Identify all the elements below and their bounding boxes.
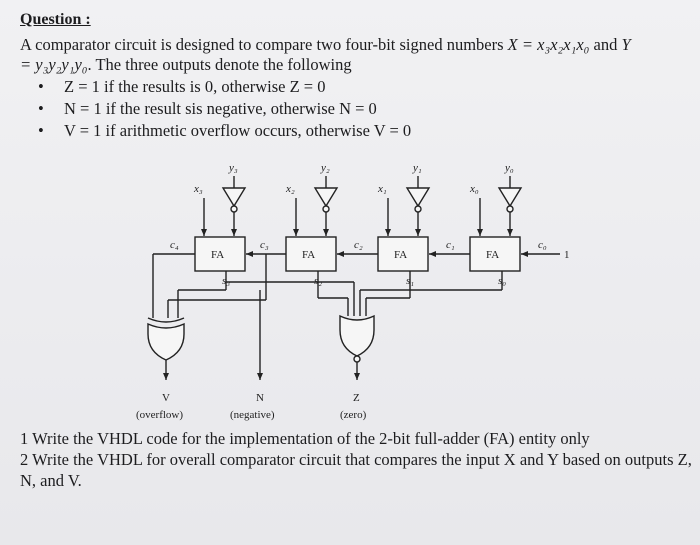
label-s3: s₃ <box>222 275 231 287</box>
label-x3: x₃ <box>194 183 203 195</box>
label-s1: s₁ <box>406 275 415 287</box>
label-c3: c₃ <box>260 239 269 251</box>
condition-v: • V = 1 if arithmetic overflow occurs, otherwise V = 0 <box>32 120 411 142</box>
output-z-label: Z <box>353 392 360 404</box>
output-z-caption: (zero) <box>340 409 367 421</box>
output-n-caption: (negative) <box>230 409 275 421</box>
intro-x-expr: X = x₃x₂x₁x₀ <box>507 35 590 54</box>
label-c4: c₄ <box>170 239 179 251</box>
intro-and: and <box>589 35 622 54</box>
fa-block-2: FA <box>302 249 316 261</box>
output-v-label: V <box>162 392 170 404</box>
intro-text-1: A comparator circuit is designed to compare two four-bit signed numbers <box>20 35 508 54</box>
task-1: 1 Write the VHDL code for the implementation of the 2-bit full-adder (FA) entity only <box>20 429 590 448</box>
label-x1: x₁ <box>378 183 387 195</box>
label-y3: y₃ <box>229 162 238 174</box>
label-x0: x₀ <box>470 183 479 195</box>
label-y1: y₁ <box>413 162 422 174</box>
condition-n: • N = 1 if the result sis negative, otherwise N = 0 <box>32 98 411 120</box>
question-intro <box>20 35 692 75</box>
label-y2: y₂ <box>321 162 330 174</box>
label-s2: s₂ <box>314 275 323 287</box>
question-heading: Question : <box>20 11 91 28</box>
output-conditions-list <box>32 76 411 142</box>
output-n-label: N <box>256 392 264 404</box>
label-x2: x₂ <box>286 183 295 195</box>
comparator-circuit-diagram <box>130 158 580 426</box>
fa-block-3: FA <box>211 249 225 261</box>
fa-block-0: FA <box>486 249 500 261</box>
carry-in-value: 1 <box>564 249 570 261</box>
intro-y-expr: = y₃y₂y₁y₀ <box>20 55 88 74</box>
label-c0: c₀ <box>538 239 547 251</box>
task-list <box>20 428 692 491</box>
label-s0: s₀ <box>498 275 507 287</box>
condition-z: • Z = 1 if the results is 0, otherwise Z = 0 <box>32 76 411 98</box>
label-c1: c₁ <box>446 239 455 251</box>
intro-y: Y <box>621 35 631 54</box>
fa-block-1: FA <box>394 249 408 261</box>
task-2: 2 Write the VHDL for overall comparator circuit that compares the input X and Y based on outputs Z, N, and V. <box>20 450 692 490</box>
output-v-caption: (overflow) <box>136 409 184 421</box>
label-c2: c₂ <box>354 239 363 251</box>
label-y0: y₀ <box>505 162 514 174</box>
intro-text-2: . The three outputs denote the following <box>87 55 352 74</box>
